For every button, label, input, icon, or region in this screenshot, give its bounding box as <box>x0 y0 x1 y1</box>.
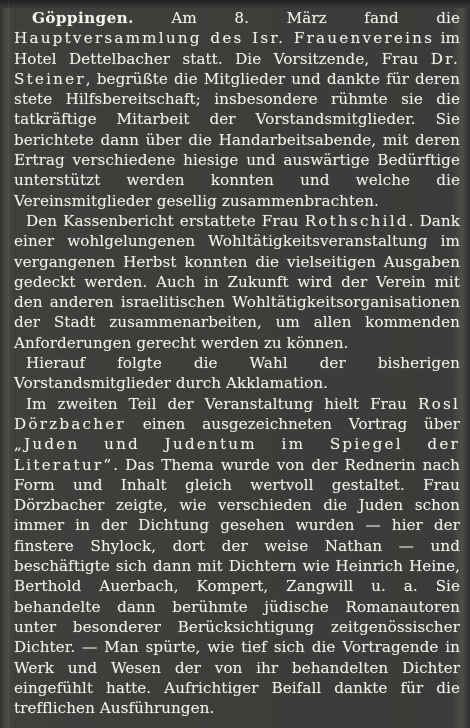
article-body <box>14 8 460 718</box>
page-edge-shadow <box>0 0 470 8</box>
text-run: Hierauf folgte die Wahl der bisherigen Vorstandsmitglieder durch Akklamation. <box>14 354 460 393</box>
spaced-text: Dr. Steiner <box>14 49 460 88</box>
paragraph-1 <box>14 8 460 211</box>
text-run: Am 8. März fand die <box>133 9 460 27</box>
spaced-text: Rothschild <box>304 211 409 230</box>
text-run: . Das Thema wurde von der Rednerin nach Form und Inhalt gleich wertvoll gestaltet. Frau Dörzbacher zeigte, wie verschieden die Juden schon immer in der Dichtung gesehen wurden — hier der finstere Shylock, dort der weise Nathan — und beschäftigte sich dann mit Dichtern wie Heinrich Heine, Berthold Auerbach, Kompert, Zangwill u. a. Sie behandelte dann berühmte jüdische Romanautoren unter besonderer Berücksichtigung zeitgenössischer Dichter. — Man spürte, wie tief sich die Vortragende in Werk und Wesen der von ihr behandelten Dichter eingefühlt hatte. Aufrichtiger Beifall dankte für die trefflichen Ausführungen. <box>14 455 460 718</box>
text-run: im Hotel Dettelbacher statt. Die Vorsitzende, Frau <box>14 29 460 68</box>
paper-crease <box>8 0 9 728</box>
text-run: Im zweiten Teil der Veranstaltung hielt Frau <box>26 394 418 413</box>
spaced-text: Hauptversammlung des Isr. Frauenvereins <box>14 29 435 48</box>
text-run: , begrüßte die Mitglieder und dankte für deren stete Hilfsbereitschaft; insbesondere rühmte sie die tatkräftige Mitarbeit der Vorstandsmitglieder. Sie berichtete dann über die Handarbeitsabende, mit deren Ertrag verschiedene hiesige und auswärtige Bedürftige unterstützt werden konnten und welche die Vereinsmitglieder gesellig zusammenbrachten. <box>14 69 460 210</box>
paragraph-4 <box>14 394 460 719</box>
spaced-text: Rosl Dörzbacher <box>14 394 460 433</box>
text-run: Den Kassenbericht erstattete Frau <box>26 211 305 230</box>
paragraph-2 <box>14 211 460 353</box>
place-heading: Göppingen. <box>32 9 134 27</box>
text-run: einen ausgezeichneten Vortrag über <box>125 414 460 433</box>
paragraph-3 <box>14 353 460 394</box>
spaced-text: „Juden und Judentum im Spiegel der Literatur“ <box>14 435 460 474</box>
text-run: . Dank einer wohlgelungenen Wohltätigkeitsveranstaltung im vergangenen Herbst konnten die vielseitigen Ausgaben gedeckt werden. Auch in Zukunft wird der Verein mit den anderen israelitischen Wohltätigkeitsorganisationen der Stadt zusammenarbeiten, um allen kommenden Anforderungen gerecht werden zu können. <box>14 211 460 352</box>
